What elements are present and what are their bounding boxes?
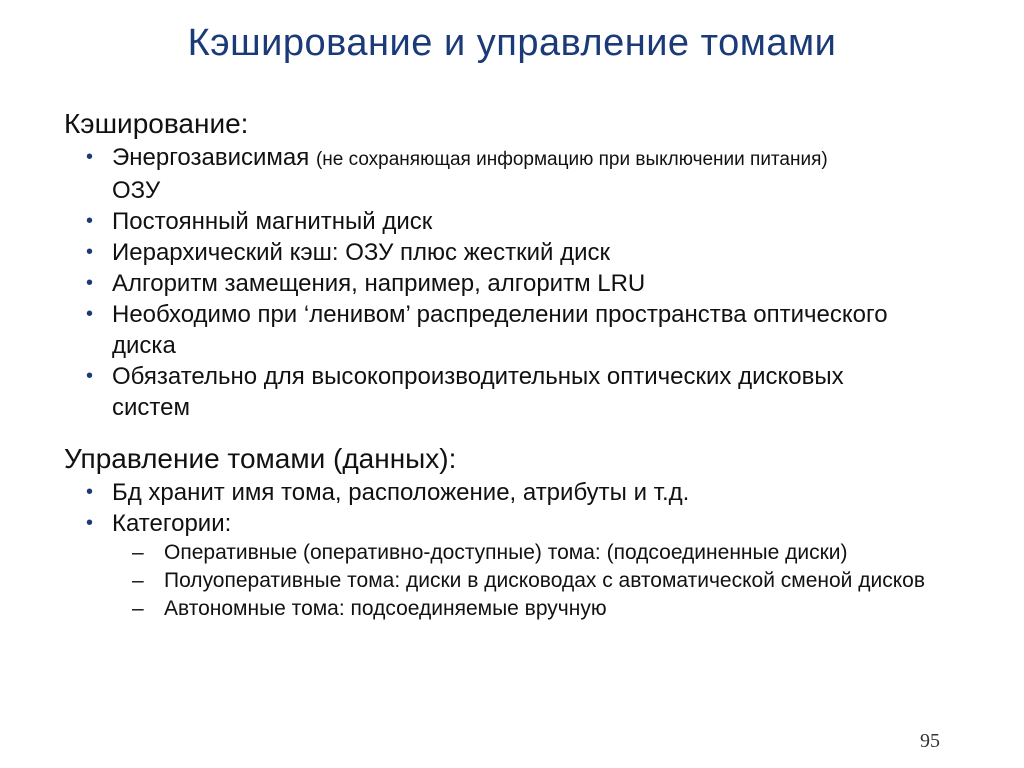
dash-icon: – xyxy=(132,541,144,564)
categories-sublist xyxy=(64,539,984,623)
sublist-item xyxy=(64,539,934,567)
item-text: Обязательно для высокопроизводительных оптических дисковых систем xyxy=(112,363,844,421)
item-text: Бд хранит имя тома, расположение, атрибуты и т.д. xyxy=(112,479,690,506)
subitem-text: Автономные тома: подсоединяемые вручную xyxy=(164,597,607,620)
list-item xyxy=(64,237,984,268)
volumes-list xyxy=(64,477,984,539)
list-item xyxy=(64,361,902,423)
dash-icon: – xyxy=(132,569,144,592)
bullet-icon: • xyxy=(86,146,94,168)
bullet-icon: • xyxy=(86,241,94,263)
dash-icon: – xyxy=(132,597,144,620)
item-note: (не сохраняющая информацию при выключении питания) xyxy=(315,149,828,170)
sublist-item xyxy=(64,595,984,623)
page-number: 95 xyxy=(920,730,940,752)
section-heading-volumes: Управление томами (данных): xyxy=(64,443,457,474)
item-text: Алгоритм замещения, например, алгоритм LRU xyxy=(112,270,646,297)
item-text: Категории: xyxy=(112,510,232,537)
item-text-continued: ОЗУ xyxy=(112,177,161,204)
slide-content xyxy=(64,106,984,623)
list-item xyxy=(64,268,984,299)
bullet-icon: • xyxy=(86,210,94,232)
item-text: Энергозависимая xyxy=(112,144,310,171)
subitem-text: Полуоперативные тома: диски в дисководах с автоматической сменой дисков xyxy=(164,569,925,592)
sublist-item xyxy=(64,567,934,595)
item-text: Постоянный магнитный диск xyxy=(112,208,433,235)
item-text: Необходимо при ‘ленивом’ распределении пространства оптического диска xyxy=(112,301,888,359)
slide-title: Кэширование и управление томами xyxy=(187,22,837,64)
bullet-icon: • xyxy=(86,512,94,534)
list-item xyxy=(64,206,984,237)
item-text: Иерархический кэш: ОЗУ плюс жесткий диск xyxy=(112,239,610,266)
bullet-icon: • xyxy=(86,303,94,325)
list-item xyxy=(64,508,984,539)
bullet-icon: • xyxy=(86,365,94,387)
bullet-icon: • xyxy=(86,272,94,294)
list-item xyxy=(64,477,984,508)
section-heading-caching: Кэширование: xyxy=(64,108,249,139)
caching-list xyxy=(64,142,984,423)
list-item xyxy=(64,142,984,206)
bullet-icon: • xyxy=(86,481,94,503)
subitem-text: Оперативные (оперативно-доступные) тома: (подсоединенные диски) xyxy=(164,541,848,564)
list-item xyxy=(64,299,892,361)
